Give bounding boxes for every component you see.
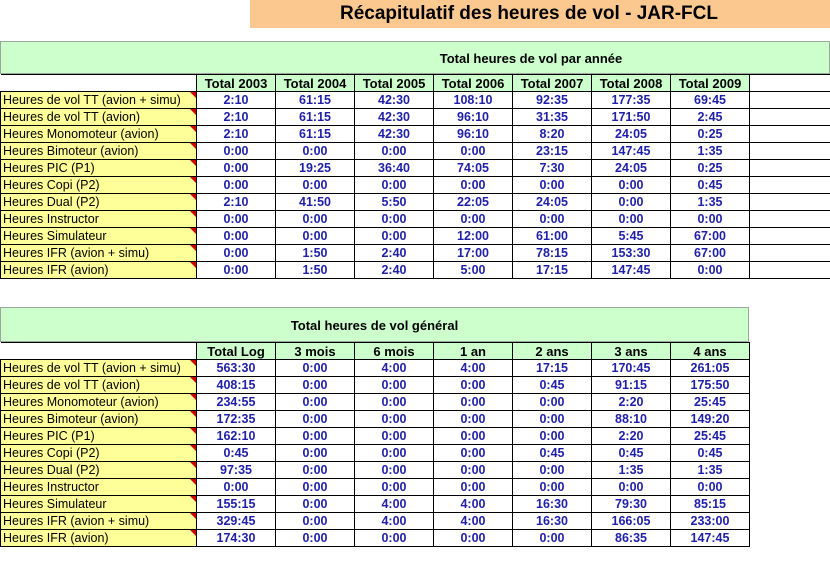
value-cell: 0:00 xyxy=(197,160,276,177)
value-cell: 0:00 xyxy=(513,177,592,194)
row-label-text: Heures PIC (P1) xyxy=(3,160,95,175)
column-header: Total 2006 xyxy=(434,75,513,92)
value-cell: 147:45 xyxy=(671,530,750,547)
row-label-text: Heures Copi (P2) xyxy=(3,177,100,192)
row-label-text: Heures Simulateur xyxy=(3,496,107,511)
value-cell: 0:00 xyxy=(355,177,434,194)
row-label-text: Heures IFR (avion + simu) xyxy=(3,245,150,260)
table-row xyxy=(1,513,750,530)
value-cell: 61:15 xyxy=(276,92,355,109)
value-cell: 0:00 xyxy=(276,377,355,394)
value-cell: 0:00 xyxy=(276,211,355,228)
table1-heading-band xyxy=(0,41,830,74)
value-cell: 0:00 xyxy=(276,228,355,245)
value-cell: 0:00 xyxy=(434,445,513,462)
value-cell: 96:10 xyxy=(434,126,513,143)
column-header: Total Log xyxy=(197,343,276,360)
value-cell: 16:30 xyxy=(513,513,592,530)
value-cell: 24:05 xyxy=(592,126,671,143)
comment-marker-icon[interactable] xyxy=(190,160,196,166)
value-cell: 42:30 xyxy=(355,126,434,143)
row-label-text: Heures Monomoteur (avion) xyxy=(3,394,159,409)
value-cell: 0:00 xyxy=(513,530,592,547)
value-cell: 175:50 xyxy=(671,377,750,394)
table-row xyxy=(1,92,830,109)
value-cell: 1:35 xyxy=(671,143,750,160)
value-cell: 0:00 xyxy=(671,479,750,496)
value-cell: 0:00 xyxy=(434,530,513,547)
table-row xyxy=(1,126,830,143)
value-cell: 16:30 xyxy=(513,496,592,513)
value-cell: 36:40 xyxy=(355,160,434,177)
row-label xyxy=(1,377,197,394)
value-cell: 78:15 xyxy=(513,245,592,262)
column-header: 6 mois xyxy=(355,343,434,360)
value-cell: 4:00 xyxy=(355,360,434,377)
value-cell: 171:50 xyxy=(592,109,671,126)
row-label xyxy=(1,245,197,262)
row-label-text: Heures Bimoteur (avion) xyxy=(3,411,139,426)
value-cell: 0:00 xyxy=(434,479,513,496)
table-row xyxy=(1,394,750,411)
value-cell: 61:15 xyxy=(276,126,355,143)
table-row xyxy=(1,143,830,160)
table-row xyxy=(1,428,750,445)
value-cell: 0:45 xyxy=(671,445,750,462)
table-row xyxy=(1,479,750,496)
value-cell: 17:15 xyxy=(513,262,592,279)
value-cell: 67:00 xyxy=(671,245,750,262)
value-cell: 5:50 xyxy=(355,194,434,211)
yearly-totals-table xyxy=(0,74,830,279)
comment-marker-icon[interactable] xyxy=(190,211,196,217)
value-cell: 563:30 xyxy=(197,360,276,377)
value-cell: 7:30 xyxy=(513,160,592,177)
value-cell: 97:35 xyxy=(197,462,276,479)
value-cell: 177:35 xyxy=(592,92,671,109)
row-label-text: Heures PIC (P1) xyxy=(3,428,95,443)
value-cell: 0:00 xyxy=(276,462,355,479)
value-cell: 4:00 xyxy=(355,513,434,530)
value-cell: 0:00 xyxy=(276,428,355,445)
value-cell: 0:00 xyxy=(355,445,434,462)
value-cell: 0:00 xyxy=(355,211,434,228)
value-cell: 0:00 xyxy=(513,479,592,496)
table-row xyxy=(1,462,750,479)
row-label xyxy=(1,228,197,245)
row-label-text: Heures de vol TT (avion + simu) xyxy=(3,360,181,375)
row-label xyxy=(1,428,197,445)
comment-marker-icon[interactable] xyxy=(190,245,196,251)
column-header: Total 2008 xyxy=(592,75,671,92)
comment-marker-icon[interactable] xyxy=(190,394,196,400)
value-cell: 41:50 xyxy=(276,194,355,211)
value-cell: 0:45 xyxy=(671,177,750,194)
table-row xyxy=(1,109,830,126)
table-row xyxy=(1,411,750,428)
comment-marker-icon[interactable] xyxy=(190,513,196,519)
table1-heading: Total heures de vol par année xyxy=(439,51,623,66)
page-title: Récapitulatif des heures de vol - JAR-FCL xyxy=(340,3,718,24)
comment-marker-icon[interactable] xyxy=(190,143,196,149)
value-cell: 0:00 xyxy=(513,394,592,411)
column-header: Total 2005 xyxy=(355,75,434,92)
row-label xyxy=(1,445,197,462)
column-header: 4 ans xyxy=(671,343,750,360)
value-cell: 1:35 xyxy=(671,462,750,479)
value-cell: 17:15 xyxy=(513,360,592,377)
value-cell: 1:35 xyxy=(592,462,671,479)
value-cell: 85:15 xyxy=(671,496,750,513)
row-label-text: Heures Instructor xyxy=(3,211,99,226)
comment-marker-icon[interactable] xyxy=(190,228,196,234)
value-cell: 61:15 xyxy=(276,109,355,126)
row-label xyxy=(1,394,197,411)
column-header: Total 2009 xyxy=(671,75,750,92)
value-cell: 4:00 xyxy=(434,360,513,377)
empty-cell xyxy=(750,143,830,160)
row-label-text: Heures Simulateur xyxy=(3,228,107,243)
comment-marker-icon[interactable] xyxy=(190,462,196,468)
row-label xyxy=(1,143,197,160)
row-label xyxy=(1,194,197,211)
value-cell: 67:00 xyxy=(671,228,750,245)
value-cell: 0:00 xyxy=(355,479,434,496)
value-cell: 4:00 xyxy=(434,496,513,513)
value-cell: 2:45 xyxy=(671,109,750,126)
value-cell: 0:00 xyxy=(197,177,276,194)
column-header: Total 2004 xyxy=(276,75,355,92)
table-row xyxy=(1,211,830,228)
row-label-text: Heures Instructor xyxy=(3,479,99,494)
value-cell: 0:00 xyxy=(434,377,513,394)
value-cell: 0:00 xyxy=(513,428,592,445)
value-cell: 2:10 xyxy=(197,126,276,143)
comment-marker-icon[interactable] xyxy=(190,109,196,115)
empty-cell xyxy=(750,160,830,177)
value-cell: 74:05 xyxy=(434,160,513,177)
column-header: 3 mois xyxy=(276,343,355,360)
column-header: 3 ans xyxy=(592,343,671,360)
value-cell: 31:35 xyxy=(513,109,592,126)
column-header: 2 ans xyxy=(513,343,592,360)
value-cell: 24:05 xyxy=(513,194,592,211)
table-row xyxy=(1,194,830,211)
comment-marker-icon[interactable] xyxy=(190,530,196,536)
column-header: Total 2007 xyxy=(513,75,592,92)
value-cell: 0:00 xyxy=(671,262,750,279)
value-cell: 0:00 xyxy=(355,228,434,245)
empty-cell xyxy=(750,75,830,92)
value-cell: 329:45 xyxy=(197,513,276,530)
value-cell: 0:00 xyxy=(197,211,276,228)
value-cell: 42:30 xyxy=(355,109,434,126)
value-cell: 147:45 xyxy=(592,262,671,279)
value-cell: 24:05 xyxy=(592,160,671,177)
row-label xyxy=(1,530,197,547)
table-row xyxy=(1,377,750,394)
value-cell: 0:00 xyxy=(355,394,434,411)
table2-heading-band xyxy=(0,307,749,342)
value-cell: 0:00 xyxy=(276,143,355,160)
value-cell: 0:00 xyxy=(513,462,592,479)
table-row xyxy=(1,445,750,462)
row-label xyxy=(1,109,197,126)
comment-marker-icon[interactable] xyxy=(190,428,196,434)
row-label-text: Heures de vol TT (avion) xyxy=(3,109,141,124)
table-row xyxy=(1,360,750,377)
value-cell: 0:00 xyxy=(276,394,355,411)
comment-marker-icon[interactable] xyxy=(190,194,196,200)
value-cell: 162:10 xyxy=(197,428,276,445)
value-cell: 0:00 xyxy=(355,428,434,445)
value-cell: 2:40 xyxy=(355,245,434,262)
comment-marker-icon[interactable] xyxy=(190,479,196,485)
value-cell: 0:00 xyxy=(276,411,355,428)
value-cell: 0:00 xyxy=(355,377,434,394)
value-cell: 0:45 xyxy=(513,377,592,394)
value-cell: 19:25 xyxy=(276,160,355,177)
table-row xyxy=(1,228,830,245)
row-label xyxy=(1,462,197,479)
value-cell: 170:45 xyxy=(592,360,671,377)
value-cell: 147:45 xyxy=(592,143,671,160)
value-cell: 2:10 xyxy=(197,109,276,126)
empty-cell xyxy=(750,262,830,279)
row-label xyxy=(1,262,197,279)
value-cell: 0:00 xyxy=(197,228,276,245)
row-label-text: Heures IFR (avion) xyxy=(3,530,109,545)
value-cell: 69:45 xyxy=(671,92,750,109)
row-label xyxy=(1,496,197,513)
value-cell: 8:20 xyxy=(513,126,592,143)
row-label-text: Heures de vol TT (avion + simu) xyxy=(3,92,181,107)
table-row xyxy=(1,496,750,513)
value-cell: 0:25 xyxy=(671,126,750,143)
value-cell: 2:20 xyxy=(592,428,671,445)
value-cell: 0:00 xyxy=(276,445,355,462)
value-cell: 0:00 xyxy=(434,411,513,428)
column-header: Total 2003 xyxy=(197,75,276,92)
value-cell: 0:00 xyxy=(197,245,276,262)
row-label xyxy=(1,92,197,109)
value-cell: 0:00 xyxy=(592,479,671,496)
value-cell: 0:00 xyxy=(434,211,513,228)
value-cell: 92:35 xyxy=(513,92,592,109)
comment-marker-icon[interactable] xyxy=(190,262,196,268)
value-cell: 0:00 xyxy=(355,411,434,428)
comment-marker-icon[interactable] xyxy=(190,360,196,366)
table-row xyxy=(1,160,830,177)
empty-cell xyxy=(750,92,830,109)
table2-heading: Total heures de vol général xyxy=(290,318,459,333)
value-cell: 0:00 xyxy=(434,428,513,445)
table-row xyxy=(1,177,830,194)
value-cell: 0:00 xyxy=(434,394,513,411)
empty-cell xyxy=(750,109,830,126)
empty-cell xyxy=(750,228,830,245)
value-cell: 0:00 xyxy=(197,143,276,160)
value-cell: 91:15 xyxy=(592,377,671,394)
empty-cell xyxy=(750,194,830,211)
value-cell: 12:00 xyxy=(434,228,513,245)
value-cell: 0:45 xyxy=(592,445,671,462)
row-label-text: Heures IFR (avion) xyxy=(3,262,109,277)
value-cell: 0:00 xyxy=(513,411,592,428)
value-cell: 23:15 xyxy=(513,143,592,160)
value-cell: 108:10 xyxy=(434,92,513,109)
empty-cell xyxy=(750,211,830,228)
table-row xyxy=(1,262,830,279)
comment-marker-icon[interactable] xyxy=(190,411,196,417)
header-corner xyxy=(1,75,197,92)
value-cell: 0:00 xyxy=(592,177,671,194)
value-cell: 174:30 xyxy=(197,530,276,547)
row-label xyxy=(1,360,197,377)
column-header: 1 an xyxy=(434,343,513,360)
value-cell: 172:35 xyxy=(197,411,276,428)
row-label xyxy=(1,411,197,428)
general-totals-table xyxy=(0,342,750,547)
value-cell: 261:05 xyxy=(671,360,750,377)
value-cell: 4:00 xyxy=(434,513,513,530)
value-cell: 25:45 xyxy=(671,394,750,411)
value-cell: 4:00 xyxy=(355,496,434,513)
value-cell: 153:30 xyxy=(592,245,671,262)
value-cell: 0:00 xyxy=(592,211,671,228)
value-cell: 2:20 xyxy=(592,394,671,411)
value-cell: 25:45 xyxy=(671,428,750,445)
value-cell: 1:50 xyxy=(276,262,355,279)
value-cell: 233:00 xyxy=(671,513,750,530)
value-cell: 0:45 xyxy=(513,445,592,462)
header-corner xyxy=(1,343,197,360)
value-cell: 0:00 xyxy=(513,211,592,228)
value-cell: 5:45 xyxy=(592,228,671,245)
row-label-text: Heures Monomoteur (avion) xyxy=(3,126,159,141)
value-cell: 0:45 xyxy=(197,445,276,462)
row-label xyxy=(1,160,197,177)
value-cell: 5:00 xyxy=(434,262,513,279)
value-cell: 0:00 xyxy=(355,462,434,479)
value-cell: 17:00 xyxy=(434,245,513,262)
value-cell: 0:00 xyxy=(276,479,355,496)
row-label-text: Heures Copi (P2) xyxy=(3,445,100,460)
value-cell: 0:00 xyxy=(671,211,750,228)
value-cell: 2:10 xyxy=(197,92,276,109)
value-cell: 234:55 xyxy=(197,394,276,411)
value-cell: 79:30 xyxy=(592,496,671,513)
row-label-text: Heures Bimoteur (avion) xyxy=(3,143,139,158)
row-label xyxy=(1,211,197,228)
row-label xyxy=(1,513,197,530)
comment-marker-icon[interactable] xyxy=(190,377,196,383)
row-label xyxy=(1,177,197,194)
value-cell: 42:30 xyxy=(355,92,434,109)
value-cell: 86:35 xyxy=(592,530,671,547)
row-label-text: Heures de vol TT (avion) xyxy=(3,377,141,392)
empty-cell xyxy=(750,245,830,262)
value-cell: 0:00 xyxy=(355,143,434,160)
comment-marker-icon[interactable] xyxy=(190,92,196,98)
value-cell: 0:00 xyxy=(197,262,276,279)
value-cell: 0:00 xyxy=(434,177,513,194)
row-label-text: Heures IFR (avion + simu) xyxy=(3,513,150,528)
empty-cell xyxy=(750,126,830,143)
value-cell: 166:05 xyxy=(592,513,671,530)
value-cell: 0:00 xyxy=(276,496,355,513)
value-cell: 1:35 xyxy=(671,194,750,211)
value-cell: 0:00 xyxy=(276,177,355,194)
comment-marker-icon[interactable] xyxy=(190,126,196,132)
row-label-text: Heures Dual (P2) xyxy=(3,462,100,477)
value-cell: 0:00 xyxy=(197,479,276,496)
comment-marker-icon[interactable] xyxy=(190,445,196,451)
row-label xyxy=(1,479,197,496)
value-cell: 2:10 xyxy=(197,194,276,211)
value-cell: 1:50 xyxy=(276,245,355,262)
value-cell: 88:10 xyxy=(592,411,671,428)
comment-marker-icon[interactable] xyxy=(190,496,196,502)
value-cell: 149:20 xyxy=(671,411,750,428)
row-label-text: Heures Dual (P2) xyxy=(3,194,100,209)
value-cell: 96:10 xyxy=(434,109,513,126)
value-cell: 0:00 xyxy=(276,513,355,530)
value-cell: 0:00 xyxy=(434,462,513,479)
comment-marker-icon[interactable] xyxy=(190,177,196,183)
value-cell: 0:00 xyxy=(355,530,434,547)
table-row xyxy=(1,530,750,547)
value-cell: 22:05 xyxy=(434,194,513,211)
value-cell: 0:00 xyxy=(276,360,355,377)
value-cell: 408:15 xyxy=(197,377,276,394)
value-cell: 155:15 xyxy=(197,496,276,513)
value-cell: 0:00 xyxy=(592,194,671,211)
value-cell: 0:25 xyxy=(671,160,750,177)
table-row xyxy=(1,245,830,262)
value-cell: 0:00 xyxy=(276,530,355,547)
row-label xyxy=(1,126,197,143)
value-cell: 61:00 xyxy=(513,228,592,245)
empty-cell xyxy=(750,177,830,194)
value-cell: 2:40 xyxy=(355,262,434,279)
value-cell: 0:00 xyxy=(434,143,513,160)
